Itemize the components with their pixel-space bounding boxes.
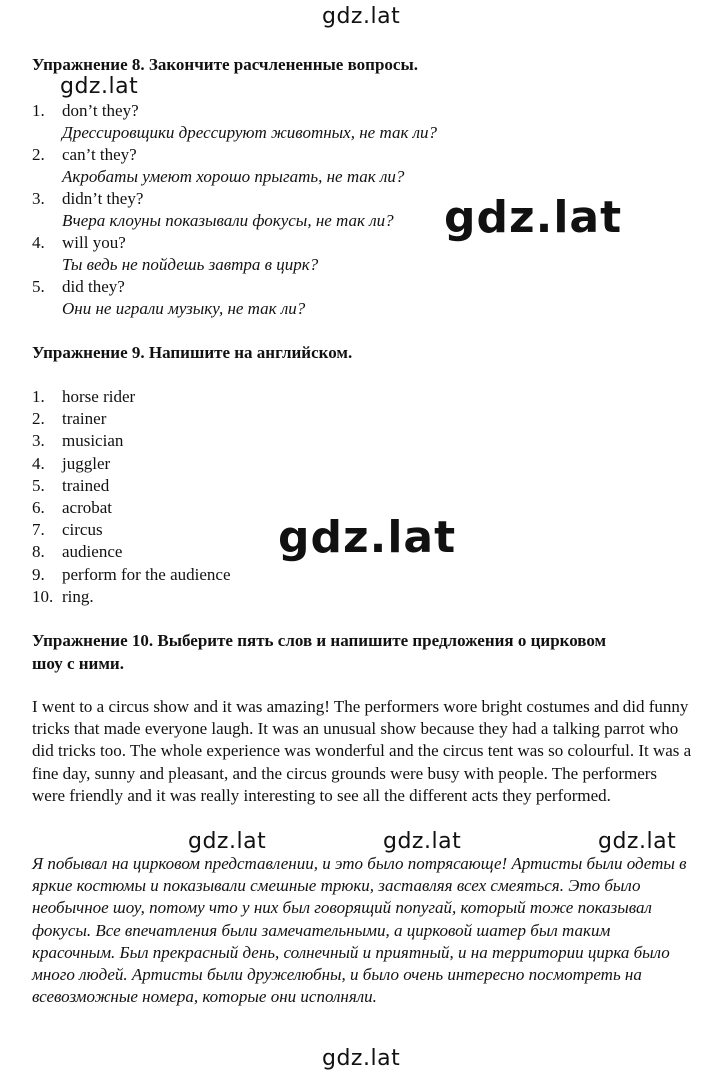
item-translation: Вчера клоуны показывали фокусы, не так ли? [62, 211, 394, 230]
exercise9-heading: Упражнение 9. Напишите на английском. [32, 343, 353, 362]
item-text: juggler [62, 453, 111, 473]
item-number: 7. [32, 520, 45, 540]
exercise10-text-russian: Я побывал на цирковом представлении, и это было потрясающе! Артисты были одеты в яркие костюмы и показывали смешные трюки, заставляя всех смеяться. Это было необычное шоу, потому что у них был говорящий попугай, который тоже показывал фокусы. Все впечатления были замечательными, а цирковой шатер был таким красочным. Был прекрасный день, солнечный и приятный, и на территории цирка было много людей. Артисты были дружелюбны, и было очень интересно посмотреть на всевозможные номера, которые они исполняли. [32, 854, 687, 1007]
item-number: 3. [32, 431, 45, 451]
item-text: horse rider [62, 387, 136, 406]
exercise8-heading: Упражнение 8. Закончите расчлененные вопросы. [32, 55, 418, 74]
list-item [32, 276, 692, 320]
item-number: 2. [32, 409, 45, 429]
item-text: audience [62, 542, 123, 562]
list-item [32, 386, 432, 408]
item-answer: don’t they? [62, 101, 139, 120]
item-number: 9. [32, 564, 45, 584]
watermark-large: gdz.lat [278, 512, 457, 563]
list-item [32, 188, 692, 232]
item-number: 2. [32, 145, 45, 164]
item-number: 5. [32, 475, 45, 495]
list-item [32, 453, 432, 475]
item-text: trained [62, 475, 110, 495]
watermark-top: gdz.lat [322, 4, 401, 29]
item-text: circus [62, 520, 103, 540]
watermark-small: gdz.lat [60, 74, 139, 99]
item-text: musician [62, 431, 124, 451]
item-answer: didn’t they? [62, 189, 144, 208]
item-number: 10. [32, 586, 54, 606]
item-answer: did they? [62, 277, 125, 296]
item-answer: will you? [62, 233, 126, 252]
item-text: perform for the audience [62, 564, 231, 584]
item-number: 4. [32, 453, 45, 473]
exercise9-list [32, 386, 432, 608]
item-translation: Дрессировщики дрессируют животных, не так ли? [62, 123, 438, 142]
list-item [32, 408, 432, 430]
item-text: ring. [62, 586, 94, 606]
item-translation: Акробаты умеют хорошо прыгать, не так ли? [62, 167, 405, 186]
exercise10-text-english: I went to a circus show and it was amazing! The performers wore bright costumes and did funny tricks that made everyone laugh. It was an unusual show because they had a talking parrot who did tricks too. The whole experience was wonderful and the circus tent was so colourful. It was a fine day, sunny and pleasant, and the circus grounds were busy with people. The performers were friendly and it was really interesting to see all the different acts they performed. [32, 697, 692, 805]
watermark-small: gdz.lat [188, 829, 267, 854]
list-item [32, 541, 432, 563]
item-number: 6. [32, 498, 45, 518]
item-translation: Ты ведь не пойдешь завтра в цирк? [62, 255, 319, 274]
watermark-small: gdz.lat [383, 829, 462, 854]
list-item [32, 564, 432, 586]
list-item [32, 144, 692, 188]
list-item [32, 519, 432, 541]
watermark-large: gdz.lat [444, 192, 623, 243]
item-number: 3. [32, 189, 45, 208]
list-item [32, 100, 692, 144]
list-item [32, 430, 432, 452]
watermark-bottom: gdz.lat [322, 1046, 401, 1071]
list-item [32, 475, 432, 497]
item-answer: can’t they? [62, 145, 137, 164]
exercise8-list [32, 100, 692, 320]
item-text: acrobat [62, 498, 113, 518]
item-number: 5. [32, 277, 45, 296]
item-number: 1. [32, 101, 45, 120]
item-number: 1. [32, 387, 45, 406]
watermark-small: gdz.lat [598, 829, 677, 854]
item-number: 4. [32, 233, 45, 252]
item-number: 8. [32, 542, 45, 562]
item-text: trainer [62, 409, 107, 429]
list-item [32, 232, 692, 276]
list-item [32, 586, 432, 608]
exercise10-heading: Упражнение 10. Выберите пять слов и напишите предложения о цирковом [32, 631, 607, 650]
exercise10-heading: шоу с ними. [32, 654, 124, 673]
item-translation: Они не играли музыку, не так ли? [62, 299, 306, 318]
list-item [32, 497, 432, 519]
